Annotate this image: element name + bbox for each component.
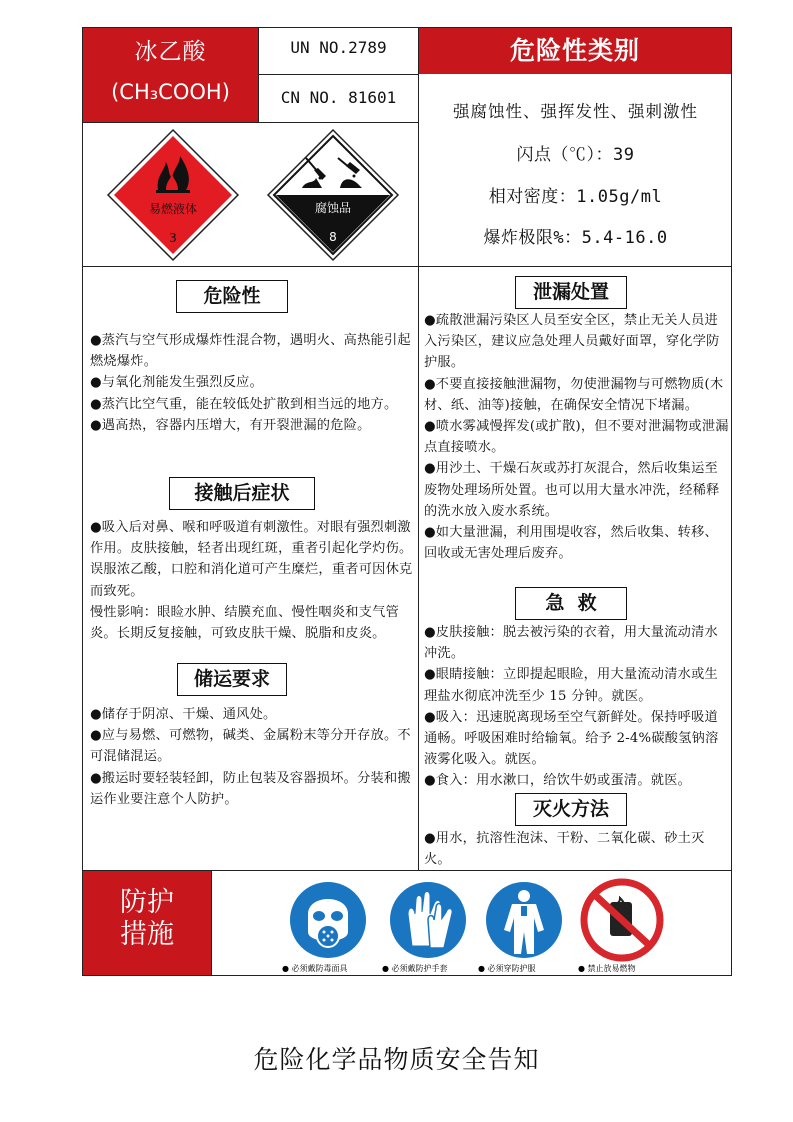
- symptoms-section-text: ●吸入后对鼻、喉和呼吸道有刺激性。对眼有强烈刺激作用。皮肤接触，轻者出现红斑，重者引起化学灼伤。误服浓乙酸，口腔和消化道可产生糜烂，重者可因休克而致死。 慢性影响：眼睑水肿、结膜充血、慢性咽炎和支气管炎。长期反复接触，可致皮肤干燥、脱脂和皮炎。: [90, 520, 413, 642]
- corrosive-diamond-icon: [266, 128, 400, 262]
- gas-mask-icon: [280, 874, 380, 974]
- footer-title: 危险化学品物质安全告知: [253, 1045, 540, 1074]
- leak-section-title: 泄漏处置: [515, 276, 627, 309]
- fire-section-title: 灭火方法: [515, 793, 627, 826]
- chemical-name: 冰乙酸: [134, 39, 207, 65]
- first-aid-section-title: 急 救: [515, 587, 627, 620]
- pictogram-class-corrosive: 8: [329, 230, 337, 244]
- relative-density: 相对密度：1.05g/ml: [488, 187, 663, 207]
- symptoms-section-title: 接触后症状: [169, 477, 315, 510]
- protection-sign-no-flammables: [570, 874, 670, 974]
- hazard-section-title: 危险性: [176, 280, 288, 313]
- flash-point: 闪点（℃）：39: [516, 145, 635, 165]
- divider-protection: [211, 870, 212, 976]
- no-flammables-icon: [570, 874, 670, 974]
- protection-sign-gloves: [378, 874, 478, 974]
- flammable-liquid-pictogram: [106, 128, 240, 262]
- fire-section-text: ●用水，抗溶性泡沫、干粉、二氧化碳、砂土灭火。: [424, 831, 705, 868]
- protection-sign-suit: [474, 874, 574, 974]
- hazard-types: 强腐蚀性、强挥发性、强刺激性: [453, 102, 698, 121]
- caption-suit: ● 必须穿防护服: [478, 964, 536, 973]
- storage-section-title: 储运要求: [177, 663, 287, 696]
- protection-title-line2: 措施: [120, 919, 174, 950]
- pictogram-class-flammable: 3: [169, 231, 177, 245]
- pictogram-label-corrosive: 腐蚀品: [314, 201, 352, 215]
- protective-suit-icon: [474, 874, 574, 974]
- hazard-section-text: ●蒸汽与空气形成爆炸性混合物，遇明火、高热能引起燃烧爆炸。 ●与氧化剂能发生强烈反应。 ●蒸汽比空气重，能在较低处扩散到相当远的地方。 ●遇高热，容器内压增大，有开裂泄漏的危险。: [90, 333, 411, 433]
- divider-center: [418, 27, 419, 870]
- corrosive-pictogram: [266, 128, 400, 262]
- pictogram-label-flammable: 易燃液体: [148, 202, 198, 216]
- hazard-category-title: 危险性类别: [419, 28, 731, 74]
- protection-title-block: [83, 871, 211, 975]
- caption-gloves: ● 必须戴防护手套: [382, 964, 448, 973]
- divider-un-cn: [258, 74, 418, 75]
- un-number: UN NO.2789: [290, 38, 387, 57]
- first-aid-section-text: ●皮肤接触：脱去被污染的衣着，用大量流动清水冲洗。 ●眼睛接触：立即提起眼睑，用大量流动清水或生理盐水彻底冲洗至少 15 分钟。就医。 ●吸入：迅速脱离现场至空气新鲜处。保持呼吸道通畅。呼吸困难时给输氧。给予 2-4%碳酸氢钠溶液雾化吸入。就医。 ●食入：用水漱口，给饮牛奶或蛋清。就医。: [424, 625, 719, 789]
- protection-sign-gas-mask: [280, 874, 380, 974]
- divider-top: [82, 266, 732, 267]
- flammable-liquid-diamond-icon: [106, 128, 240, 262]
- protection-title-line1: 防护: [120, 887, 174, 918]
- caption-no-flammables: ● 禁止放易燃物: [578, 964, 636, 973]
- storage-section-text: ●储存于阴凉、干燥、通风处。 ●应与易燃、可燃物，碱类、金属粉末等分开存放。不可混储混运。 ●搬运时要轻装轻卸，防止包装及容器损坏。分装和搬运作业要注意个人防护。: [90, 707, 411, 807]
- explosion-limit: 爆炸极限%：5.4-16.0: [483, 228, 668, 248]
- caption-gas-mask: ● 必须戴防毒面具: [282, 964, 348, 973]
- gloves-icon: [378, 874, 478, 974]
- leak-section-text: ●疏散泄漏污染区人员至安全区，禁止无关人员进入污染区，建议应急处理人员戴好面罩，穿化学防护服。 ●不要直接接触泄漏物，勿使泄漏物与可燃物质(木材、纸、油等)接触，在确保安全情况下堵漏。 ●喷水雾减慢挥发(或扩散)，但不要对泄漏物或泄漏点直接喷水。 ●用沙土、干燥石灰或苏打灰混合，然后收集运至废物处理场所处置。也可以用大量水冲洗，经稀释的洗水放入废水系统。 ●如大量泄漏，利用围堤收容，然后收集、转移、回收或无害处理后废弃。: [424, 313, 729, 562]
- chemical-name-block: [83, 28, 258, 122]
- chemical-formula: (CH₃COOH): [111, 80, 230, 104]
- cn-number: CN NO. 81601: [280, 88, 397, 107]
- divider-header: [82, 122, 418, 123]
